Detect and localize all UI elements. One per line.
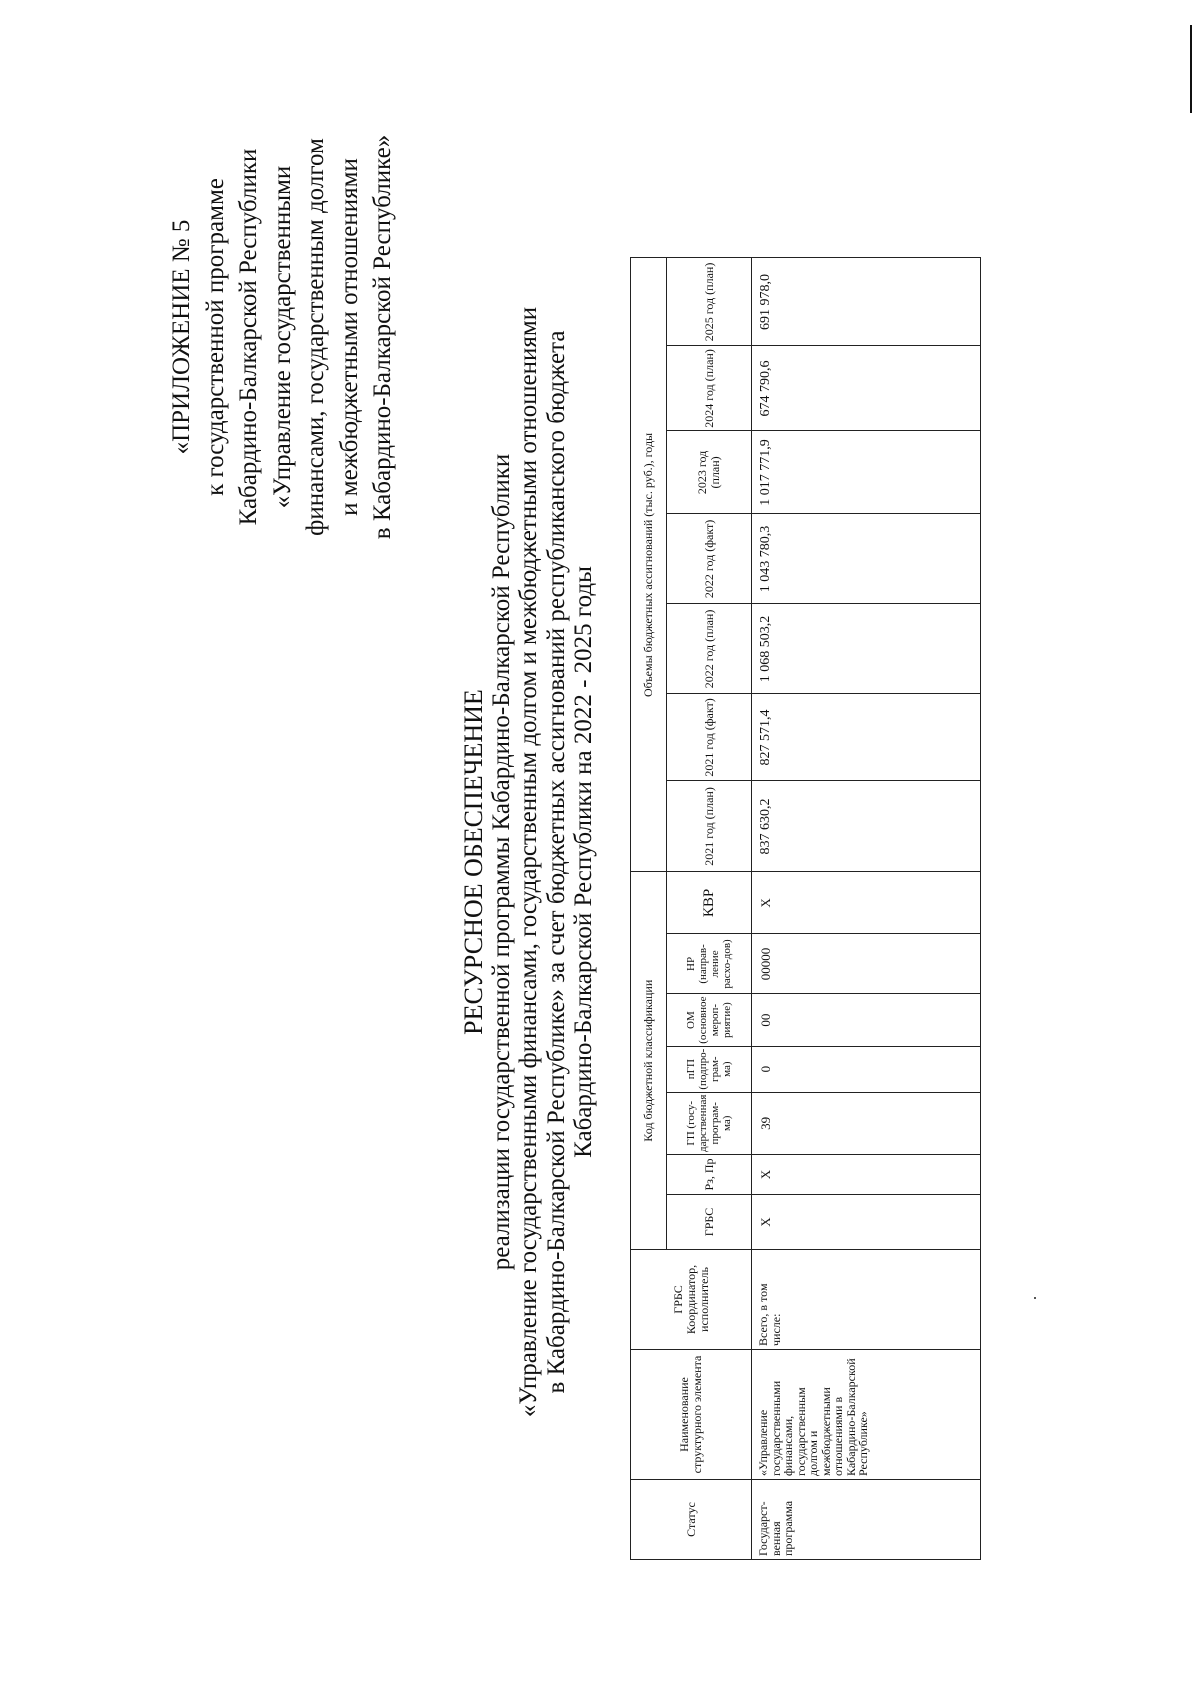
table-row: [752, 258, 981, 1560]
header-gp: ГП (госу-дарственная програм-ма): [667, 1092, 752, 1154]
cell-gp: 39: [752, 1092, 981, 1154]
header-pgp: пГП (подпро-грам-ма): [667, 1046, 752, 1092]
cell-value: 674 790,6: [752, 346, 981, 431]
resource-table: [630, 257, 981, 1560]
header-status: Статус: [631, 1480, 752, 1560]
cell-value: 1 017 771,9: [752, 431, 981, 514]
heading-line: в Кабардино-Балкарской Республике» за счет бюджетных ассигнований республиканского бюджета: [542, 330, 570, 1394]
heading-line: реализации государственной программы Кабардино-Балкарской Республики: [487, 453, 515, 1271]
appendix-line: к государственной программе: [201, 178, 229, 496]
cell-grbs: Х: [752, 1195, 981, 1250]
heading-line: Кабардино-Балкарской Республики на 2022 - 2025 годы: [570, 566, 597, 1158]
cell-kvr: Х: [752, 872, 981, 934]
document-title: РЕСУРСНОЕ ОБЕСПЕЧЕНИЕ: [459, 689, 488, 1035]
header-om: ОМ (основное мероп-риятие): [667, 994, 752, 1046]
cell-np: 00000: [752, 934, 981, 994]
appendix-line: «Управление государственными: [268, 165, 296, 509]
header-kvr: КВР: [667, 872, 752, 934]
header-year: 2023 год (план): [667, 431, 752, 514]
appendix-line: в Кабардино-Балкарской Республике»: [369, 134, 396, 540]
header-grbs-coordinator: ГРБС Координатор, исполнитель: [631, 1250, 752, 1350]
header-name: Наименование структурного элемента: [631, 1350, 752, 1480]
header-year: 2025 год (план): [667, 258, 752, 346]
cell-status: Государст-венная программа: [752, 1480, 981, 1560]
header-year: 2021 год (план): [667, 781, 752, 872]
scan-speck: [1034, 1297, 1036, 1299]
appendix-line: Кабардино-Балкарской Республики: [235, 148, 262, 526]
header-rz-pr: Рз, Пр: [667, 1155, 752, 1195]
cell-name: «Управление государственными финансами, государственным долгом и межбюджетными отношениями в Кабардино-Балкарской Республике»: [752, 1350, 981, 1480]
header-grbs: ГРБС: [667, 1195, 752, 1250]
cell-value: 827 571,4: [752, 694, 981, 781]
cell-grbs-coordinator: Всего, в том числе:: [752, 1250, 981, 1350]
document-heading: [460, 197, 598, 1527]
cell-om: 00: [752, 994, 981, 1046]
header-year: 2024 год (план): [667, 346, 752, 431]
cell-value: 1 068 503,2: [752, 604, 981, 694]
appendix-line: финансами, государственным долгом: [302, 138, 329, 536]
header-year: 2022 год (факт): [667, 514, 752, 604]
cell-pgp: 0: [752, 1046, 981, 1092]
header-budget-code: Код бюджетной классификации: [631, 872, 667, 1250]
header-year: 2022 год (план): [667, 604, 752, 694]
appendix-block: [165, 77, 400, 597]
header-year: 2021 год (факт): [667, 694, 752, 781]
header-budget-volumes: Объемы бюджетных ассигнований (тыс. руб.), годы: [631, 258, 667, 872]
cell-value: 1 043 780,3: [752, 514, 981, 604]
cell-rz-pr: Х: [752, 1155, 981, 1195]
heading-line: «Управление государственными финансами, государственным долгом и межбюджетными отношениями: [515, 306, 542, 1418]
appendix-line: «ПРИЛОЖЕНИЕ № 5: [168, 219, 195, 455]
header-np: НР (направ-ление расхо-дов): [667, 934, 752, 994]
cell-value: 691 978,0: [752, 258, 981, 346]
appendix-line: и межбюджетными отношениями: [335, 158, 363, 516]
cell-value: 837 630,2: [752, 781, 981, 872]
